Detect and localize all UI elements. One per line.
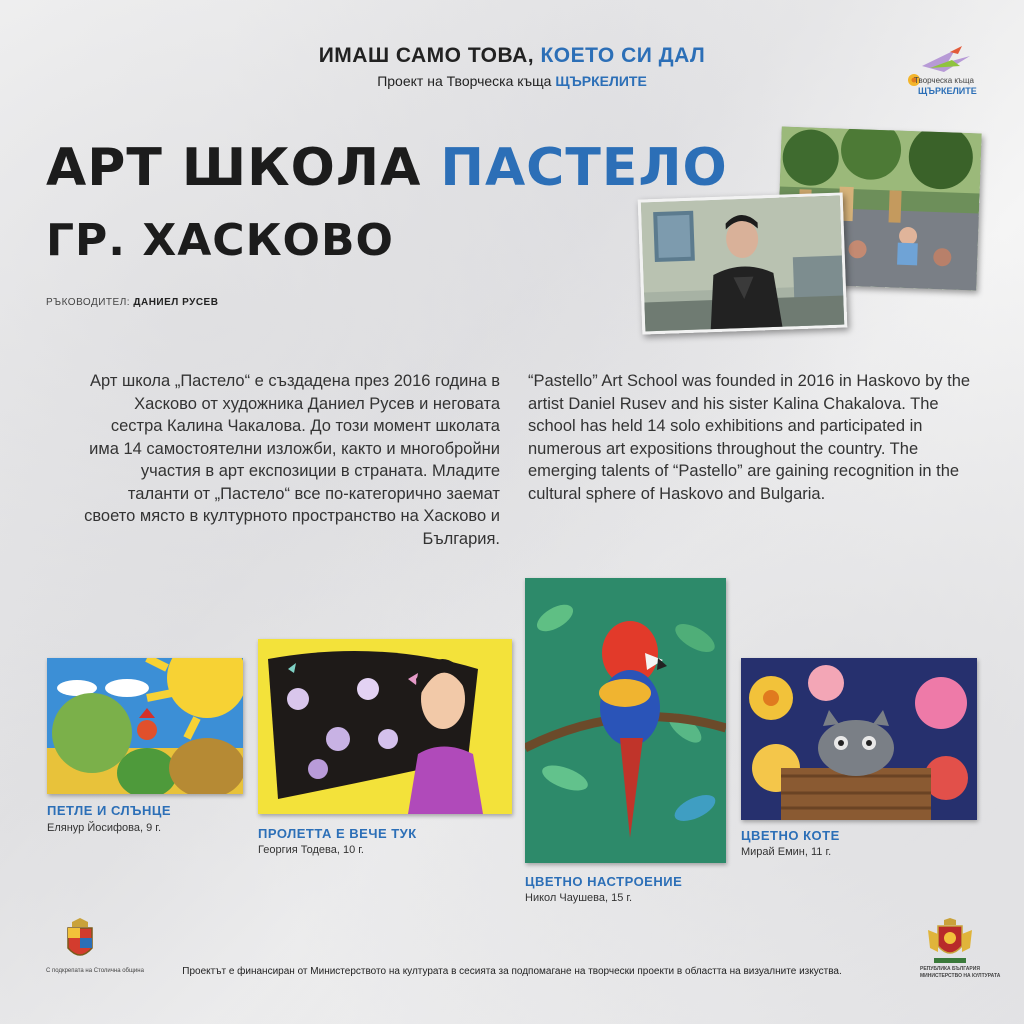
artwork-colorful-kitten: [741, 658, 977, 820]
footer-right-line1: РЕПУБЛИКА БЪЛГАРИЯ: [920, 966, 980, 972]
footer-right-line2: МИНИСТЕРСТВО НА КУЛТУРАТА: [920, 973, 1001, 979]
artwork-author: Георгия Тодева, 10 г.: [258, 844, 364, 856]
title-blue: ПАСТЕЛО: [440, 138, 728, 198]
footer-funding-text: Проектът е финансиран от Министерството на културата в сесията за подпомагане на творчески проекти в областта на визуалните изкуства.: [182, 966, 842, 977]
sofia-municipality-emblem-icon: [60, 918, 100, 966]
artwork-title: ПРОЛЕТТА Е ВЕЧЕ ТУК: [258, 826, 417, 841]
slogan-black: ИМАШ САМО ТОВА,: [318, 44, 535, 67]
logo-line2: ЩЪРКЕЛИТЕ: [918, 86, 977, 96]
title-black: АРТ ШКОЛА: [46, 138, 422, 198]
leader-line: [46, 297, 218, 308]
footer-left-caption: С подкрепата на Столична община: [46, 968, 144, 974]
artwork-colorful-mood: [525, 578, 726, 863]
teacher-portrait-photo: [638, 192, 848, 334]
artwork-author: Елянур Йосифова, 9 г.: [47, 822, 162, 834]
artwork-title: ПЕТЛЕ И СЛЪНЦЕ: [47, 803, 172, 818]
subtitle-blue: ЩЪРКЕЛИТЕ: [555, 73, 647, 89]
bulgaria-coat-of-arms-icon: [920, 918, 980, 966]
project-subtitle: [0, 73, 1024, 89]
artwork-rooster-sun: [47, 658, 243, 794]
city-title: ГР. ХАСКОВО: [46, 215, 394, 266]
artwork-author: Никол Чаушева, 15 г.: [525, 892, 633, 904]
leader-name: ДАНИЕЛ РУСЕВ: [133, 297, 219, 308]
slogan-blue: КОЕТО СИ ДАЛ: [540, 44, 706, 67]
description-bulgarian: Арт школа „Пастело“ е създадена през 2016 година в Хасково от художника Даниел Русев и неговата сестра Калина Чакалова. До този момент школата има 14 самостоятелни изложби, както и многобройни участия в арт експозиции в страната. Младите таланти от „Пастело“ все по-категорично заемат своето място в културното пространство на Хасково и България.: [84, 372, 500, 548]
subtitle-black: Проект на Творческа къща: [377, 73, 552, 89]
page-title: [46, 138, 728, 198]
description-english: “Pastello” Art School was founded in 2016 in Haskovo by the artist Daniel Rusev and his sister Kalina Chakalova. The school has held 14 solo exhibitions and participated in numerous art expositions throughout the country. The emerging talents of “Pastello” are gaining recognition in the cultural sphere of Haskovo and Bulgaria.: [528, 372, 971, 503]
artwork-title: ЦВЕТНО КОТЕ: [741, 828, 840, 843]
artwork-author: Мирай Емин, 11 г.: [741, 846, 832, 858]
slogan: [0, 44, 1024, 68]
logo-line1: Творческа къща: [914, 76, 974, 85]
artwork-title: ЦВЕТНО НАСТРОЕНИЕ: [525, 874, 683, 889]
leader-label: РЪКОВОДИТЕЛ:: [46, 297, 131, 308]
artwork-spring-is-here: [258, 639, 512, 814]
